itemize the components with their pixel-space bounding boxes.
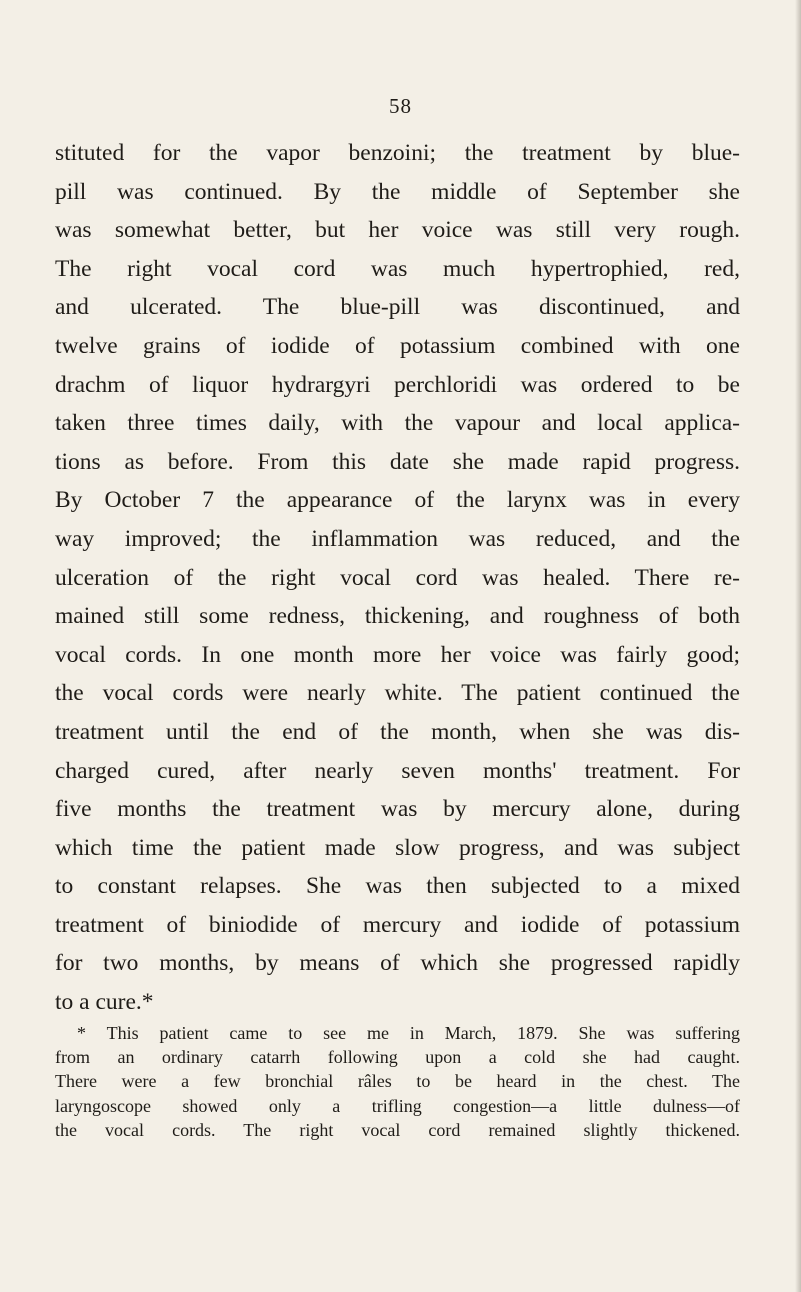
text-line: By October 7 the appearance of the larynx was in every [55,487,740,514]
footnote [55,1021,740,1142]
text-line: was somewhat better, but her voice was still very rough. [55,217,740,244]
text-line: and ulcerated. The blue-pill was discontinued, and [55,294,740,321]
page-number: 58 [389,94,412,118]
text-line: treatment until the end of the month, when she was dis- [55,718,740,745]
text-line: stituted for the vapor benzoini; the treatment by blue- [55,140,740,166]
footnote-line: * This patient came to see me in March, 1879. She was suffering [77,1023,740,1043]
text-line: drachm of liquor hydrargyri perchloridi was ordered to be [55,371,740,398]
footnote-line: the vocal cords. The right vocal cord remained slightly thickened. [55,1119,740,1140]
text-line: pill was continued. By the middle of September she [55,178,740,205]
text-line: to a cure.* [55,989,154,1016]
page-edge-shadow [795,0,801,1292]
text-line: treatment of biniodide of mercury and iodide of potassium [55,911,740,938]
text-line: vocal cords. In one month more her voice was fairly good; [55,641,740,668]
text-line: charged cured, after nearly seven months' treatment. For [55,757,740,784]
text-line: to constant relapses. She was then subjected to a mixed [55,873,740,900]
text-line: for two months, by means of which she progressed rapidly [55,950,740,977]
text-line: the vocal cords were nearly white. The patient continued the [55,680,740,707]
text-line: tions as before. From this date she made rapid progress. [55,448,740,475]
text-line: ulceration of the right vocal cord was healed. There re- [55,564,740,591]
footnote-line: from an ordinary catarrh following upon a cold she had caught. [55,1047,740,1068]
text-line: The right vocal cord was much hypertrophied, red, [55,255,740,282]
text-line: twelve grains of iodide of potassium combined with one [55,332,740,359]
text-line: taken three times daily, with the vapour and local applica- [55,410,740,437]
body-text [55,134,740,1022]
footnote-line: There were a few bronchial râles to be heard in the chest. The [55,1071,740,1092]
text-line: which time the patient made slow progress, and was subject [55,834,740,861]
text-line: five months the treatment was by mercury alone, during [55,796,740,823]
footnote-line: laryngoscope showed only a trifling congestion—a little dulness—of [55,1095,740,1116]
text-line: way improved; the inflammation was reduced, and the [55,525,740,552]
text-line: mained still some redness, thickening, and roughness of both [55,603,740,630]
